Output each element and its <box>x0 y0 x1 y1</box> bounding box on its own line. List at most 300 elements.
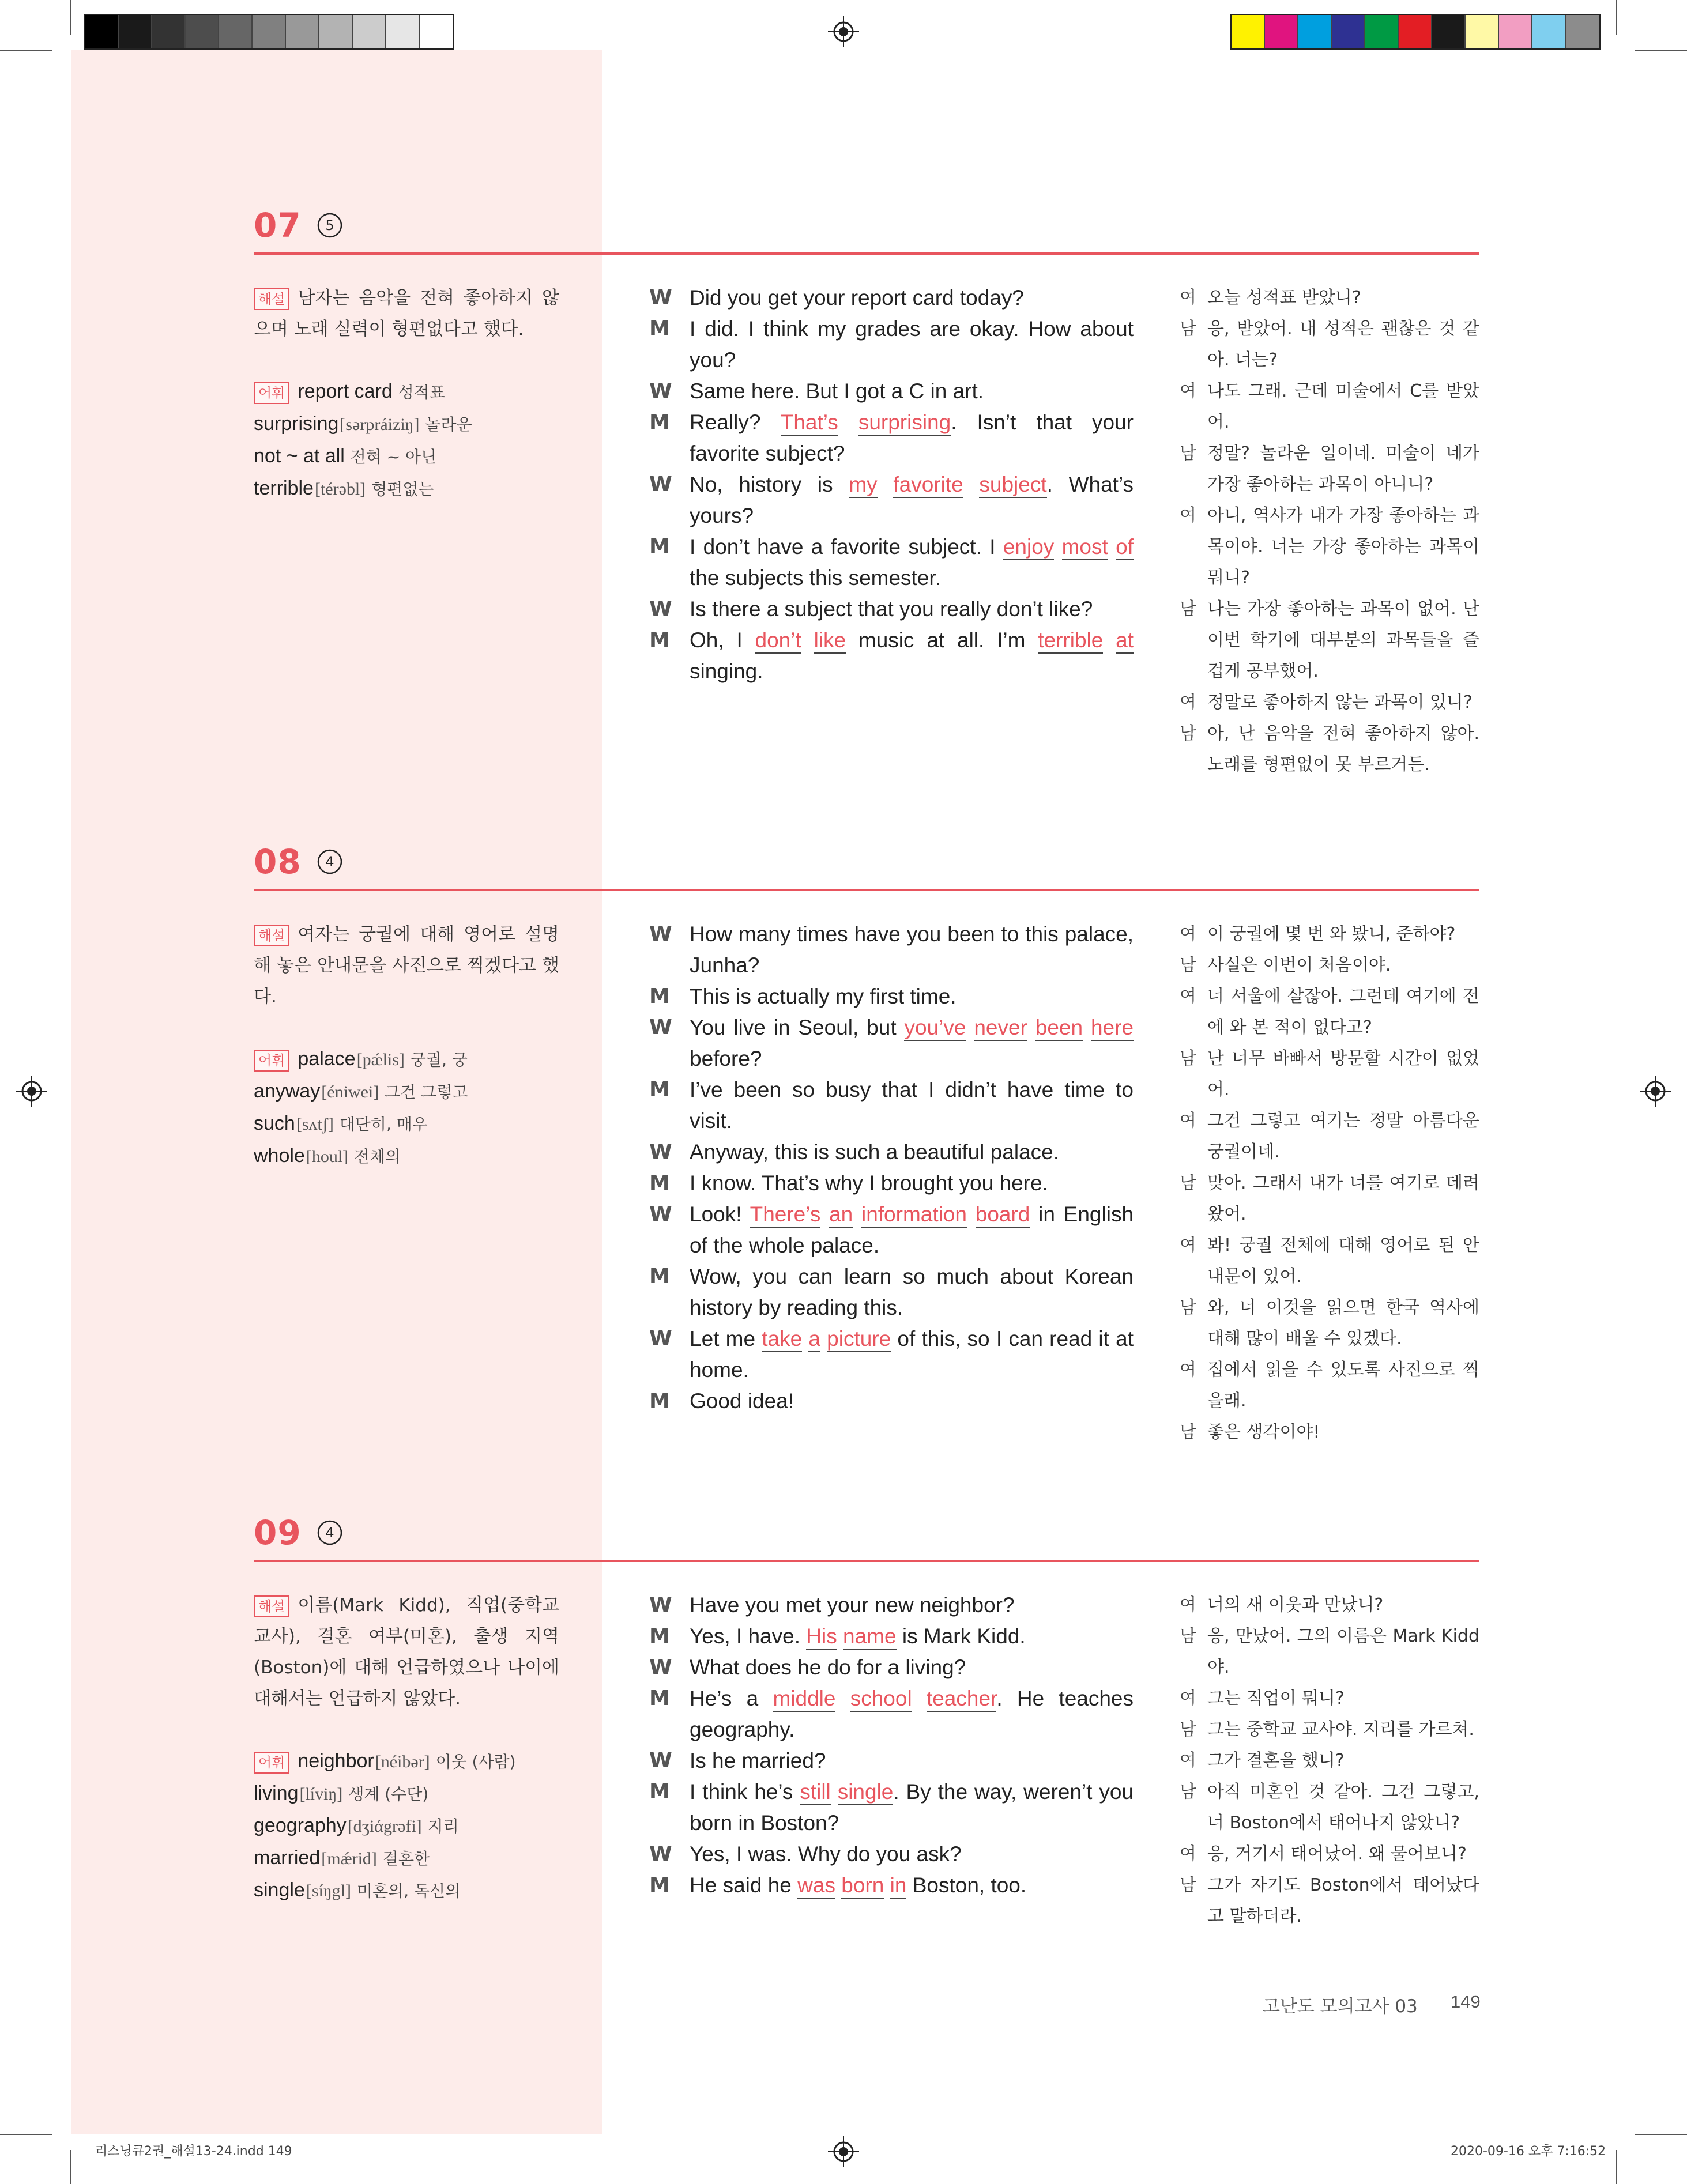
speaker-label: 남 <box>1180 1782 1196 1802</box>
translation-text: 아직 미혼인 것 같아. 그건 그렇고, 너 Boston에서 태어나지 않았니? <box>1207 1782 1479 1833</box>
dialogue-line <box>649 1386 1134 1417</box>
blank-answer: here <box>1091 1016 1134 1041</box>
speaker-label: 여 <box>1180 1688 1196 1708</box>
translation-line <box>1180 1168 1479 1230</box>
translation-line <box>1180 687 1479 718</box>
color-swatch <box>186 15 219 48</box>
color-swatch <box>1432 15 1466 48</box>
translation-text: 그건 그렇고 여기는 정말 아름다운 궁궐이네. <box>1207 1111 1479 1162</box>
blank-answer: my <box>849 473 877 498</box>
translation-line <box>1180 919 1479 950</box>
translation-line <box>1180 1292 1479 1355</box>
vocab-entry <box>254 1778 559 1810</box>
speaker-label: 남 <box>1180 599 1196 619</box>
question-number: 09 <box>254 1513 302 1552</box>
korean-translation <box>1180 919 1479 1448</box>
speaker-label: M <box>649 1265 670 1288</box>
dialogue-text: Really? That’s surprising. Isn’t that your favorite subject? <box>690 410 1134 465</box>
blank-answer: middle <box>773 1687 835 1712</box>
dialogue-text: I know. That’s why I brought you here. <box>690 1171 1048 1195</box>
translation-line <box>1180 594 1479 687</box>
color-swatch <box>386 15 420 48</box>
answer-choice <box>317 1519 343 1546</box>
speaker-label: W <box>649 922 672 946</box>
vocab-meaning: 지리 <box>427 1817 459 1836</box>
blank-answer: you’ve <box>904 1016 966 1041</box>
dialogue-text: Yes, I was. Why do you ask? <box>690 1842 962 1866</box>
dialogue-text: Anyway, this is such a beautiful palace. <box>690 1140 1059 1164</box>
dialogue-line <box>649 625 1134 687</box>
dialogue-text: You live in Seoul, but you’ve never been here before? <box>690 1016 1134 1070</box>
speaker-label: 여 <box>1180 692 1196 712</box>
svg-text:5: 5 <box>325 217 334 233</box>
crop-mark <box>0 2134 52 2135</box>
translation-line <box>1180 1870 1479 1932</box>
dialogue-text: I’ve been so busy that I didn’t have time to visit. <box>690 1078 1134 1133</box>
translation-text: 난 너무 바빠서 방문할 시간이 없었어. <box>1207 1048 1479 1100</box>
blank-answer: teacher <box>927 1687 996 1712</box>
crop-mark <box>1635 2134 1687 2135</box>
speaker-label: M <box>649 1873 670 1897</box>
color-swatch <box>1265 15 1298 48</box>
speaker-label: 여 <box>1180 1751 1196 1771</box>
color-swatch <box>219 15 253 48</box>
translation-text: 봐! 궁궐 전체에 대해 영어로 된 안내문이 있어. <box>1207 1235 1479 1287</box>
dialogue-line <box>649 469 1134 531</box>
registration-mark-left-icon <box>16 1076 47 1107</box>
explanation-text: 이름(Mark Kidd), 직업(중학교 교사), 결혼 여부(미혼), 출생 지역(Boston)에 대해 언급하였으나 나이에 대해서는 언급하지 않았다. <box>254 1595 559 1709</box>
blank-answer: board <box>976 1202 1030 1228</box>
dialogue-line <box>649 1652 1134 1683</box>
dialogue-line <box>649 314 1134 376</box>
dialogue-line <box>649 919 1134 981</box>
dialogue-text: Is he married? <box>690 1749 826 1772</box>
translation-line <box>1180 1776 1479 1839</box>
vocab-pronunciation: [líviŋ] <box>299 1785 343 1804</box>
vocab-word: single <box>254 1879 305 1901</box>
speaker-label: M <box>649 535 670 559</box>
crop-mark <box>70 0 71 35</box>
dialogue-line <box>649 1323 1134 1386</box>
vocab-word: such <box>254 1112 295 1134</box>
dialogue-line <box>649 1261 1134 1323</box>
speaker-label: 남 <box>1180 723 1196 744</box>
translation-line <box>1180 1417 1479 1448</box>
explanation-column <box>254 919 559 1172</box>
speaker-label: 여 <box>1180 506 1196 526</box>
blank-answer: a <box>808 1327 820 1352</box>
dialogue-text: Did you get your report card today? <box>690 286 1024 310</box>
blank-answer: of <box>1116 535 1134 560</box>
blank-answer: There’s <box>750 1202 821 1228</box>
translation-line <box>1180 1714 1479 1745</box>
translation-text: 사실은 이번이 처음이야. <box>1207 955 1391 975</box>
color-swatch <box>1332 15 1365 48</box>
vocabulary-list <box>254 1043 559 1172</box>
color-swatch <box>1566 15 1599 48</box>
vocab-entry <box>254 1842 559 1874</box>
vocab-entry <box>254 1140 559 1172</box>
speaker-label: W <box>649 597 672 621</box>
translation-text: 오늘 성적표 받았니? <box>1207 288 1361 308</box>
blank-answer: don’t <box>755 628 801 654</box>
blank-answer: like <box>814 628 846 654</box>
dialogue-script <box>649 919 1134 1417</box>
vocab-entry <box>254 408 559 440</box>
speaker-label: W <box>649 1016 672 1039</box>
speaker-label: 여 <box>1180 1844 1196 1864</box>
speaker-label: W <box>649 1593 672 1617</box>
question-number: 08 <box>254 842 302 881</box>
vocab-pronunciation: [mǽrid] <box>321 1849 377 1868</box>
dialogue-line <box>649 1074 1134 1137</box>
vocab-word: living <box>254 1782 299 1804</box>
registration-mark-top-icon <box>828 16 859 47</box>
speaker-label: 여 <box>1180 1360 1196 1380</box>
section-divider <box>254 889 1479 891</box>
vocab-meaning: 그건 그렇고 <box>385 1082 468 1102</box>
vocab-word: geography <box>254 1815 347 1836</box>
vocab-word: anyway <box>254 1080 321 1102</box>
color-swatch <box>353 15 386 48</box>
page-number: 149 <box>1451 1991 1481 2012</box>
vocab-entry <box>254 1076 559 1108</box>
speaker-label: 남 <box>1180 1422 1196 1442</box>
answer-choice <box>317 212 343 239</box>
speaker-label: 여 <box>1180 1235 1196 1255</box>
vocab-meaning: 이웃 (사람) <box>435 1752 516 1771</box>
vocab-pronunciation: [síŋgl] <box>306 1881 352 1900</box>
blank-answer: single <box>838 1780 894 1805</box>
vocabulary-tag: 어휘 <box>254 382 289 404</box>
vocab-pronunciation: [dʒiάgrəfi] <box>347 1817 422 1836</box>
vocab-meaning: 대단히, 매우 <box>339 1115 428 1134</box>
speaker-label: 남 <box>1180 1173 1196 1193</box>
registration-mark-bottom-icon <box>828 2136 859 2167</box>
explanation-tag: 해설 <box>254 288 289 310</box>
speaker-label: 남 <box>1180 955 1196 975</box>
crop-mark <box>1616 2150 1617 2184</box>
dialogue-text: I think he’s still single. By the way, weren’t you born in Boston? <box>690 1780 1134 1835</box>
vocab-word: surprising <box>254 413 339 435</box>
translation-text: 응, 받았어. 내 성적은 괜찮은 것 같아. 너는? <box>1207 319 1479 370</box>
blank-answer: still <box>800 1780 830 1805</box>
color-swatch <box>119 15 152 48</box>
vocabulary-tag: 어휘 <box>254 1050 289 1072</box>
circled-number-icon <box>317 212 343 239</box>
dialogue-text: No, history is my favorite subject. What’s yours? <box>690 473 1134 527</box>
color-swatch <box>286 15 319 48</box>
explanation-column <box>254 1590 559 1907</box>
translation-text: 너 서울에 살잖아. 그런데 여기에 전에 와 본 적이 없다고? <box>1207 986 1479 1038</box>
vocab-entry <box>254 1810 559 1842</box>
circled-number-icon <box>317 848 343 875</box>
translation-line <box>1180 718 1479 780</box>
vocab-entry <box>254 473 559 505</box>
translation-text: 집에서 읽을 수 있도록 사진으로 찍을래. <box>1207 1360 1479 1411</box>
speaker-label: 여 <box>1180 1595 1196 1615</box>
translation-text: 맞아. 그래서 내가 너를 여기로 데려왔어. <box>1207 1173 1479 1224</box>
blank-answer: That’s <box>781 410 838 436</box>
dialogue-line <box>649 531 1134 594</box>
dialogue-line <box>649 981 1134 1012</box>
vocab-meaning: 전혀 ~ 아닌 <box>350 447 437 466</box>
translation-line <box>1180 500 1479 594</box>
explanation-text: 남자는 음악을 전혀 좋아하지 않으며 노래 실력이 형편없다고 했다. <box>254 288 559 340</box>
color-swatch <box>1232 15 1265 48</box>
vocab-meaning: 성적표 <box>398 383 445 402</box>
translation-line <box>1180 950 1479 981</box>
dialogue-text: Same here. But I got a C in art. <box>690 379 984 403</box>
vocabulary-list <box>254 376 559 505</box>
color-swatch <box>1499 15 1532 48</box>
blank-answer: favorite <box>893 473 963 498</box>
speaker-label: 남 <box>1180 1297 1196 1318</box>
dialogue-line <box>649 1199 1134 1261</box>
color-swatch <box>1298 15 1332 48</box>
svg-text:4: 4 <box>325 1525 334 1541</box>
vocab-meaning: 결혼한 <box>382 1849 430 1868</box>
speaker-label: 남 <box>1180 1048 1196 1069</box>
print-slug-datetime: 2020-09-16 오후 7:16:52 <box>1451 2144 1606 2159</box>
speaker-label: M <box>649 1687 670 1710</box>
translation-line <box>1180 1106 1479 1168</box>
dialogue-text: This is actually my first time. <box>690 985 957 1008</box>
dialogue-text: I did. I think my grades are okay. How about you? <box>690 317 1134 372</box>
blank-answer: never <box>974 1016 1027 1041</box>
vocab-meaning: 전체의 <box>354 1147 401 1166</box>
translation-text: 응, 거기서 태어났어. 왜 물어보니? <box>1207 1844 1467 1864</box>
translation-line <box>1180 1355 1479 1417</box>
explanation-column <box>254 282 559 505</box>
korean-translation <box>1180 282 1479 780</box>
translation-text: 너의 새 이웃과 만났니? <box>1207 1595 1384 1615</box>
translation-text: 그는 직업이 뭐니? <box>1207 1688 1345 1708</box>
explanation-tag: 해설 <box>254 1595 289 1617</box>
vocab-meaning: 미혼의, 독신의 <box>357 1881 461 1900</box>
translation-text: 정말로 좋아하지 않는 과목이 있니? <box>1207 692 1473 712</box>
speaker-label: 여 <box>1180 381 1196 401</box>
blank-answer: surprising <box>858 410 951 436</box>
crop-mark <box>70 2150 71 2184</box>
speaker-label: 남 <box>1180 443 1196 463</box>
svg-text:4: 4 <box>325 854 334 870</box>
vocab-entry <box>254 1108 559 1140</box>
dialogue-line <box>649 407 1134 469</box>
vocab-word: neighbor <box>298 1750 374 1772</box>
korean-translation <box>1180 1590 1479 1932</box>
speaker-label: W <box>649 379 672 403</box>
translation-text: 그가 결혼을 했니? <box>1207 1751 1345 1771</box>
translation-text: 정말? 놀라운 일이네. 미술이 네가 가장 좋아하는 과목이 아니니? <box>1207 443 1479 495</box>
section-header <box>254 842 343 882</box>
speaker-label: M <box>649 1780 670 1804</box>
vocab-word: not ~ at all <box>254 445 345 467</box>
color-swatch <box>319 15 353 48</box>
speaker-label: M <box>649 1078 670 1102</box>
translation-text: 나도 그래. 근데 미술에서 C를 받았어. <box>1207 381 1479 432</box>
translation-text: 그는 중학교 교사야. 지리를 가르쳐. <box>1207 1719 1474 1740</box>
translation-line <box>1180 1745 1479 1776</box>
vocab-pronunciation: [néibər] <box>375 1752 430 1771</box>
translation-text: 그가 자기도 Boston에서 태어났다고 말하더라. <box>1207 1875 1479 1926</box>
translation-line <box>1180 1590 1479 1621</box>
dialogue-line <box>649 1012 1134 1074</box>
dialogue-line <box>649 1621 1134 1652</box>
blank-answer: an <box>829 1202 853 1228</box>
dialogue-line <box>649 1590 1134 1621</box>
explanation <box>254 919 559 1012</box>
dialogue-text: Oh, I don’t like music at all. I’m terrible at singing. <box>690 628 1134 683</box>
speaker-label: M <box>649 1389 670 1413</box>
speaker-label: 남 <box>1180 1626 1196 1646</box>
dialogue-text: Is there a subject that you really don’t like? <box>690 597 1093 621</box>
translation-text: 응, 만났어. 그의 이름은 Mark Kidd야. <box>1207 1626 1479 1677</box>
speaker-label: W <box>649 1655 672 1679</box>
vocabulary-tag: 어휘 <box>254 1752 289 1774</box>
translation-line <box>1180 314 1479 376</box>
speaker-label: W <box>649 1842 672 1866</box>
dialogue-line <box>649 1870 1134 1901</box>
color-swatch <box>1532 15 1566 48</box>
vocab-pronunciation: [pǽlis] <box>356 1050 405 1069</box>
blank-answer: take <box>762 1327 802 1352</box>
dialogue-text: Yes, I have. His name is Mark Kidd. <box>690 1621 1134 1652</box>
vocab-word: report card <box>298 380 393 402</box>
blank-answer: His <box>806 1624 837 1650</box>
dialogue-line <box>649 1839 1134 1870</box>
vocab-entry <box>254 1745 559 1778</box>
translation-text: 아, 난 음악을 전혀 좋아하지 않아. 노래를 형편없이 못 부르거든. <box>1207 723 1479 775</box>
blank-answer: born <box>841 1873 884 1899</box>
blank-answer: picture <box>827 1327 891 1352</box>
vocab-pronunciation: [sərpráiziŋ] <box>340 415 420 434</box>
dialogue-text: How many times have you been to this palace, Junha? <box>690 922 1134 977</box>
book-section-title: 고난도 모의고사 03 <box>1263 1996 1418 2017</box>
registration-mark-right-icon <box>1640 1076 1671 1107</box>
translation-line <box>1180 1839 1479 1870</box>
vocab-meaning: 생계 (수단) <box>348 1785 429 1804</box>
explanation-text: 여자는 궁궐에 대해 영어로 설명해 놓은 안내문을 사진으로 찍겠다고 했다. <box>254 924 559 1007</box>
color-swatch <box>85 15 119 48</box>
circled-number-icon <box>317 1519 343 1546</box>
explanation-tag: 해설 <box>254 925 289 946</box>
translation-text: 아니, 역사가 내가 가장 좋아하는 과목이야. 너는 가장 좋아하는 과목이 뭐니? <box>1207 506 1479 588</box>
speaker-label: M <box>649 1624 670 1648</box>
dialogue-line <box>649 376 1134 407</box>
vocab-meaning: 형편없는 <box>371 480 434 499</box>
blank-answer: terrible <box>1038 628 1103 654</box>
translation-line <box>1180 282 1479 314</box>
speaker-label: M <box>649 985 670 1008</box>
print-slug-filename: 리스닝큐2권_해설13-24.indd 149 <box>95 2144 292 2159</box>
vocab-word: whole <box>254 1145 305 1167</box>
dialogue-text: Good idea! <box>690 1389 794 1413</box>
vocab-entry <box>254 440 559 473</box>
blank-answer: school <box>850 1687 912 1712</box>
translation-line <box>1180 1043 1479 1106</box>
section-divider <box>254 1560 1479 1562</box>
speaker-label: W <box>649 1140 672 1164</box>
answer-choice <box>317 848 343 875</box>
translation-text: 나는 가장 좋아하는 과목이 없어. 난 이번 학기에 대부분의 과목들을 즐겁게 공부했어. <box>1207 599 1479 681</box>
vocab-entry <box>254 1874 559 1907</box>
speaker-label: W <box>649 473 672 496</box>
dialogue-line <box>649 1137 1134 1168</box>
dialogue-text: Have you met your new neighbor? <box>690 1593 1015 1617</box>
crop-mark <box>1616 0 1617 35</box>
speaker-label: M <box>649 410 670 434</box>
blank-answer: name <box>843 1624 897 1650</box>
dialogue-line <box>649 1776 1134 1839</box>
vocab-word: married <box>254 1847 321 1869</box>
translation-line <box>1180 1621 1479 1683</box>
translation-text: 와, 너 이것을 읽으면 한국 역사에 대해 많이 배울 수 있겠다. <box>1207 1297 1479 1349</box>
speaker-label: 여 <box>1180 986 1196 1006</box>
color-swatch <box>152 15 186 48</box>
blank-answer: been <box>1035 1016 1083 1041</box>
translation-text: 이 궁궐에 몇 번 와 봤니, 준하야? <box>1207 924 1456 944</box>
speaker-label: W <box>649 1327 672 1351</box>
vocab-pronunciation: [térəbl] <box>314 480 366 499</box>
gray-calibration-bar <box>84 14 454 50</box>
blank-answer: was <box>797 1873 835 1899</box>
blank-answer: at <box>1116 628 1134 654</box>
vocab-entry <box>254 1043 559 1076</box>
dialogue-text: Let me take a picture of this, so I can read it at home. <box>690 1327 1134 1382</box>
dialogue-line <box>649 594 1134 625</box>
speaker-label: 남 <box>1180 319 1196 339</box>
section-header <box>254 1512 343 1553</box>
translation-line <box>1180 376 1479 438</box>
dialogue-text: Wow, you can learn so much about Korean history by reading this. <box>690 1265 1134 1319</box>
translation-line <box>1180 981 1479 1043</box>
dialogue-line <box>649 1168 1134 1199</box>
speaker-label: M <box>649 628 670 652</box>
dialogue-text: He’s a middle school teacher. He teaches geography. <box>690 1687 1134 1741</box>
vocab-pronunciation: [houl] <box>306 1147 349 1166</box>
crop-mark <box>0 50 52 51</box>
vocab-meaning: 놀라운 <box>425 415 472 434</box>
vocab-meaning: 궁궐, 궁 <box>410 1050 468 1069</box>
speaker-label: M <box>649 1171 670 1195</box>
question-number: 07 <box>254 206 302 245</box>
vocabulary-list <box>254 1745 559 1907</box>
translation-line <box>1180 438 1479 500</box>
crop-mark <box>1635 50 1687 51</box>
speaker-label: 여 <box>1180 288 1196 308</box>
dialogue-line <box>649 1683 1134 1745</box>
dialogue-text: I don’t have a favorite subject. I enjoy most of the subjects this semester. <box>690 535 1134 590</box>
translation-line <box>1180 1230 1479 1292</box>
blank-answer: information <box>861 1202 967 1228</box>
vocab-word: palace <box>298 1048 356 1070</box>
speaker-label: W <box>649 1202 672 1226</box>
blank-answer: enjoy <box>1003 535 1054 560</box>
color-calibration-bar <box>1230 14 1601 50</box>
dialogue-script <box>649 282 1134 687</box>
color-swatch <box>420 15 453 48</box>
translation-text: 좋은 생각이야! <box>1207 1422 1320 1442</box>
color-swatch <box>1399 15 1432 48</box>
dialogue-text: What does he do for a living? <box>690 1655 966 1679</box>
dialogue-line <box>649 1745 1134 1776</box>
speaker-label: W <box>649 286 672 310</box>
speaker-label: 남 <box>1180 1719 1196 1740</box>
speaker-label: 여 <box>1180 1111 1196 1131</box>
speaker-label: 남 <box>1180 1875 1196 1895</box>
color-swatch <box>1365 15 1399 48</box>
